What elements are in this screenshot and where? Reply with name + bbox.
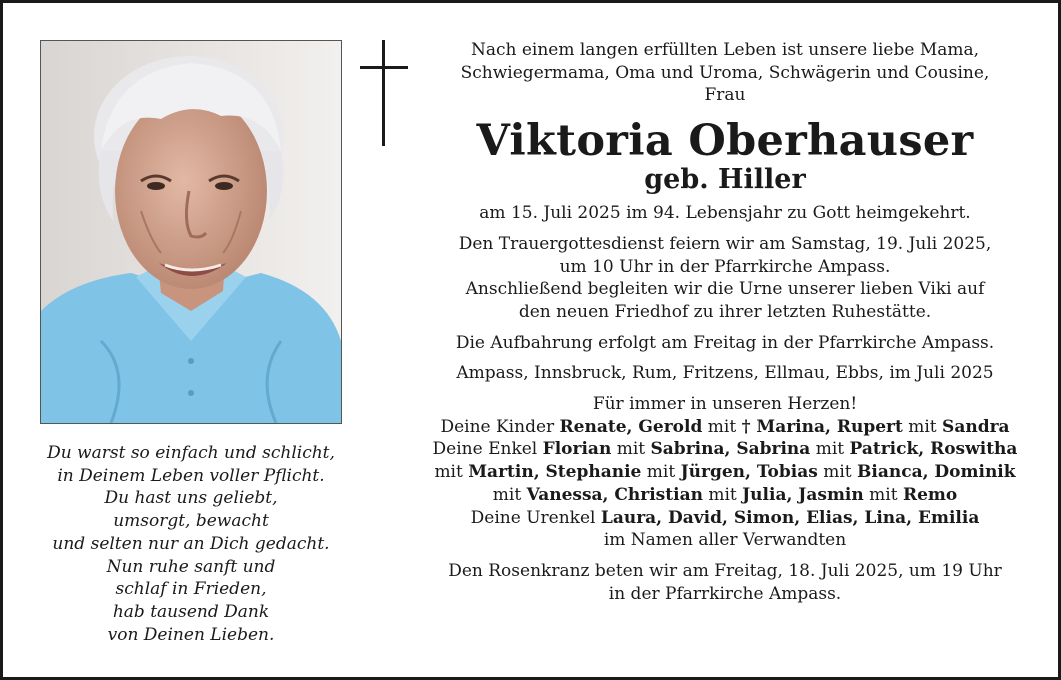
service-line: Den Trauergottesdienst feiern wir am Samstag, 19. Juli 2025, xyxy=(458,233,992,254)
poem-line: umsorgt, bewacht xyxy=(113,511,269,532)
poem-line: Du hast uns geliebt, xyxy=(104,488,278,509)
poem-line: schlaf in Frieden, xyxy=(115,579,267,600)
service-line: den neuen Friedhof zu ihrer letzten Ruhestätte. xyxy=(518,301,932,322)
rosary-line: in der Pfarrkirche Ampass. xyxy=(608,583,842,604)
service-line: Anschließend begleiten wir die Urne unserer lieben Viki auf xyxy=(465,279,985,300)
family-line: Deine Urenkel Laura, David, Simon, Elias, Lina, Emilia xyxy=(470,507,980,528)
forever-line: Für immer in unseren Herzen! xyxy=(592,394,858,415)
poem xyxy=(28,442,354,646)
poem-line: hab tausend Dank xyxy=(112,601,270,622)
poem-line: von Deinen Lieben. xyxy=(107,624,275,645)
family-line: Deine Kinder Renate, Gerold mit † Marina, Rupert mit Sandra xyxy=(440,416,1010,437)
announcement-text xyxy=(423,39,1027,605)
family-line: im Namen aller Verwandten xyxy=(603,530,847,551)
poem-line: in Deinem Leben voller Pflicht. xyxy=(57,465,325,486)
family-line: Deine Enkel Florian mit Sabrina, Sabrina mit Patrick, Roswitha xyxy=(432,439,1018,460)
intro-line: Frau xyxy=(704,85,746,106)
intro-line: Nach einem langen erfüllten Leben ist unsere liebe Mama, xyxy=(470,40,980,60)
family-line: mit Vanessa, Christian mit Julia, Jasmin mit Remo xyxy=(492,484,958,505)
rosary-line: Den Rosenkranz beten wir am Freitag, 18. Juli 2025, um 19 Uhr xyxy=(448,560,1002,581)
cross-icon xyxy=(360,40,408,148)
service-line: um 10 Uhr in der Pfarrkirche Ampass. xyxy=(559,256,891,277)
death-line: am 15. Juli 2025 im 94. Lebensjahr zu Gott heimgekehrt. xyxy=(479,203,971,224)
poem-line: und selten nur an Dich gedacht. xyxy=(52,533,330,554)
places-line: Ampass, Innsbruck, Rum, Fritzens, Ellmau, Ebbs, im Juli 2025 xyxy=(456,363,994,384)
birth-name: geb. Hiller xyxy=(644,164,806,196)
family-line: mit Martin, Stephanie mit Jürgen, Tobias mit Bianca, Dominik xyxy=(434,462,1016,483)
portrait-illustration xyxy=(41,41,341,423)
viewing-line: Die Aufbahrung erfolgt am Freitag in der Pfarrkirche Ampass. xyxy=(455,332,995,353)
poem-line: Du warst so einfach und schlicht, xyxy=(47,443,335,463)
deceased-name: Viktoria Oberhauser xyxy=(476,116,974,167)
portrait-photo xyxy=(40,40,342,424)
intro-line: Schwiegermama, Oma und Uroma, Schwägerin und Cousine, xyxy=(460,62,990,83)
poem-line: Nun ruhe sanft und xyxy=(106,556,276,577)
